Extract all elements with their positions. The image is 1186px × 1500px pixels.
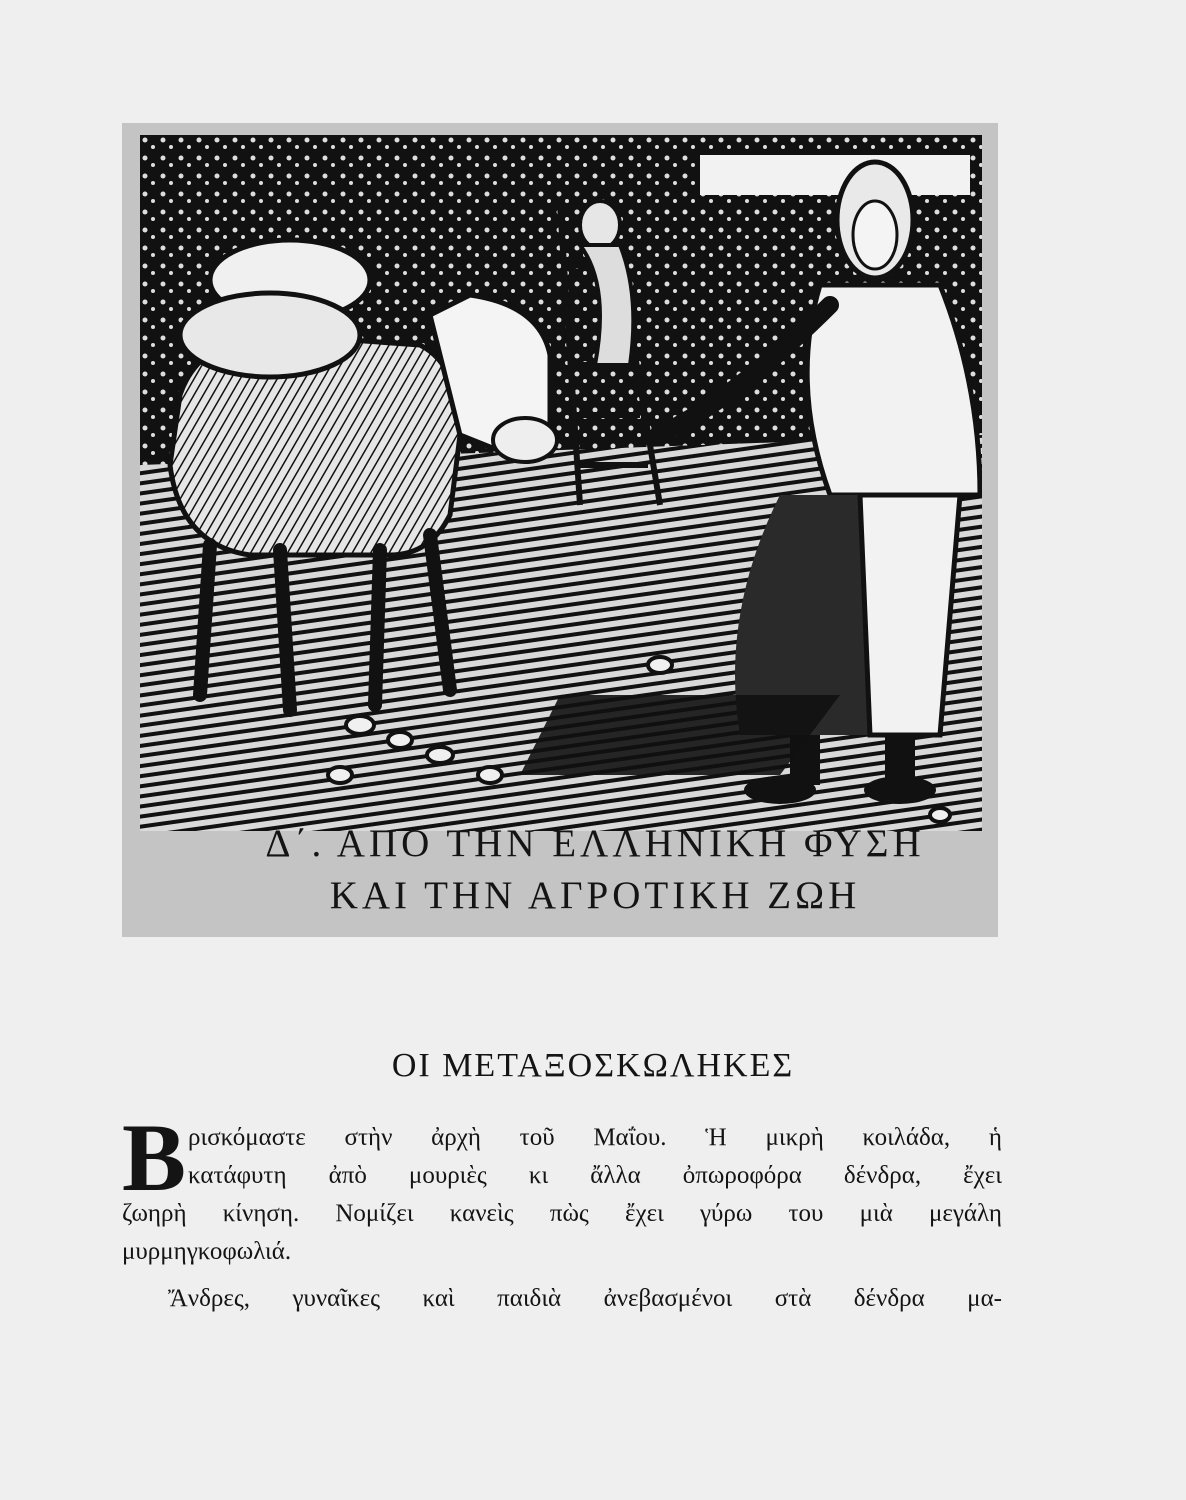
woodcut-illustration — [140, 135, 982, 831]
text-line-1: ρισκόμαστε στὴν ἀρχὴ τοῦ Μαΐου. Ἡ μικρὴ κοιλάδα, ἡ — [188, 1124, 1002, 1151]
caption-line-2: ΚΑΙ ΤΗΝ ΑΓΡΟΤΙΚΗ ΖΩΗ — [329, 874, 861, 917]
text-line-3: ζωηρὴ κίνηση. Νομίζει κανεὶς πὼς ἔχει γύρω του μιὰ μεγάλη — [122, 1200, 1002, 1227]
illustration-plate — [122, 123, 998, 937]
caption-line-1: Δ΄. ΑΠΟ ΤΗΝ ΕΛΛΗΝΙΚΗ ΦΥΣΗ — [265, 822, 925, 865]
text-line-5: Ἄνδρες, γυναῖκες καὶ παιδιὰ ἀνεβασμένοι στὰ δένδρα μα- — [168, 1285, 1002, 1312]
chapter-title: ΟΙ ΜΕΤΑΞΟΣΚΩΛΗΚΕΣ — [391, 1047, 795, 1084]
text-line-2: κατάφυτη ἀπὸ μουριὲς κι ἄλλα ὀπωροφόρα δένδρα, ἔχει — [188, 1162, 1002, 1189]
text-line-4: μυρμηγκοφωλιά. — [122, 1238, 292, 1265]
drop-cap: Β — [122, 1104, 187, 1211]
